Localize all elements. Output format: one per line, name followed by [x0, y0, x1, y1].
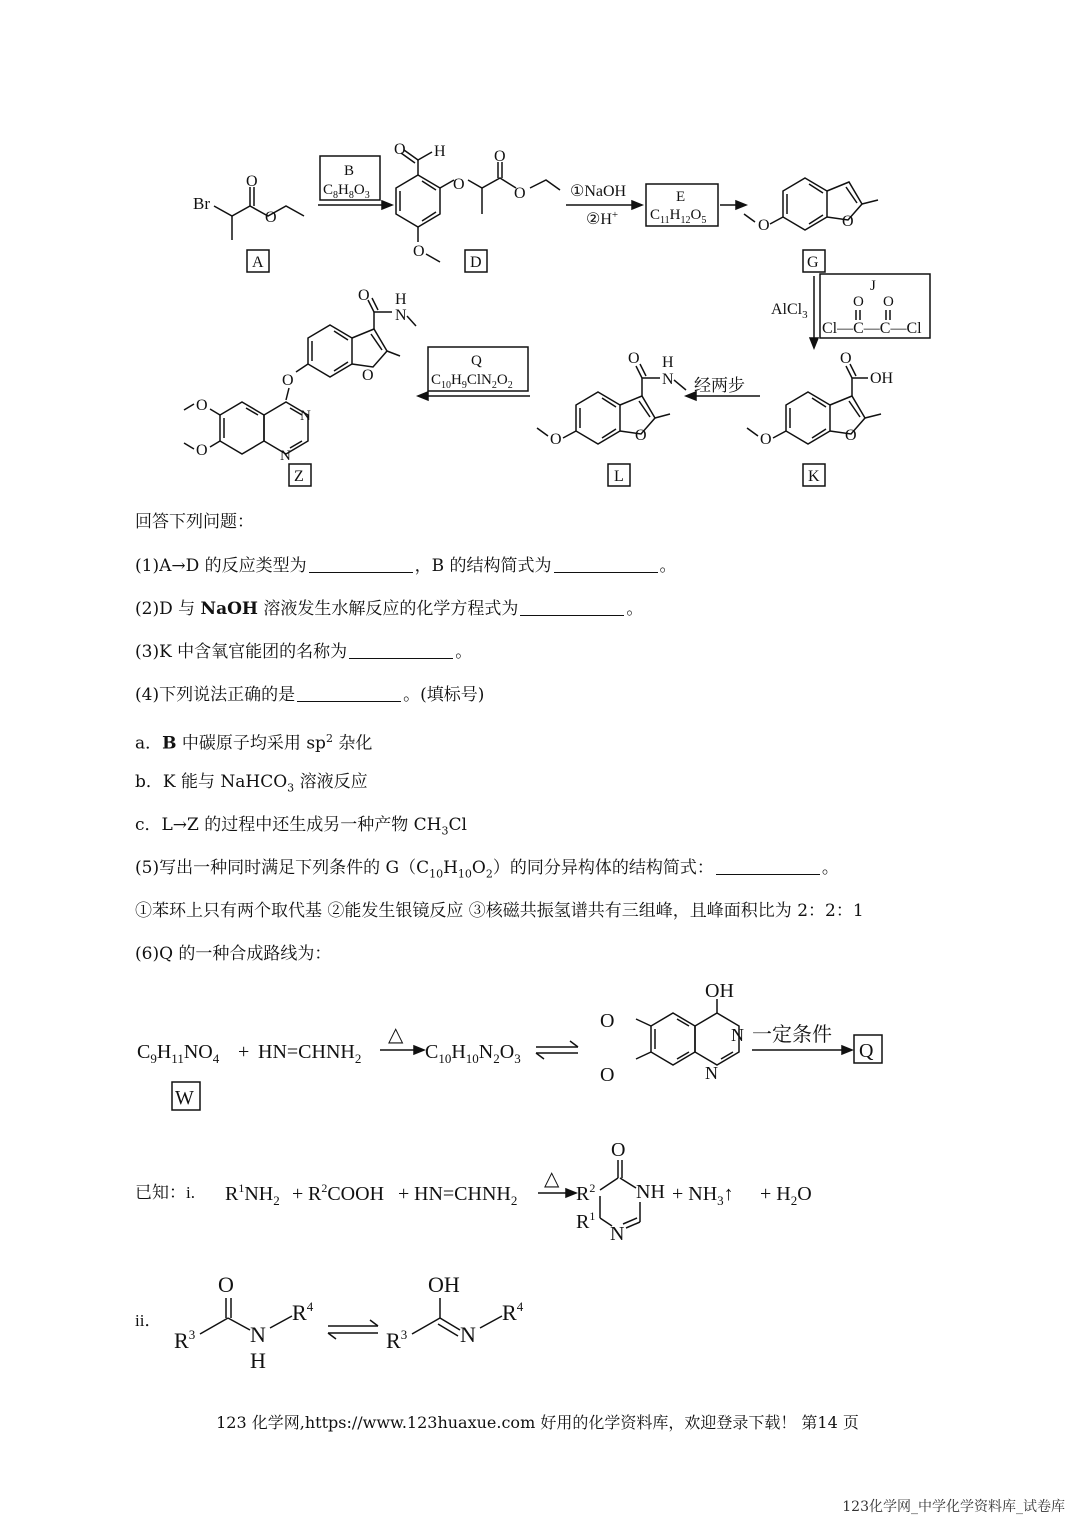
known-reactions	[0, 1130, 1075, 1380]
svg-text:C10H9ClN2O2: $C_{10}H_9ClN_2O_2$	[431, 372, 513, 391]
svg-text:OH: OH	[870, 370, 894, 387]
answer-blank[interactable]	[716, 858, 820, 875]
svg-text:R3: $R^3$	[386, 1327, 408, 1353]
svg-text:R2: $R^2$	[576, 1181, 596, 1205]
svg-text:①NaOH: ①NaOH	[570, 183, 627, 200]
svg-text:+: +	[238, 1041, 250, 1063]
label-A: A	[252, 254, 264, 271]
svg-text:一定条件: 一定条件	[752, 1024, 832, 1046]
svg-text:O: O	[600, 1010, 615, 1032]
reaction-scheme	[0, 0, 1075, 500]
svg-text:O: O	[196, 442, 208, 459]
answer-blank[interactable]	[297, 685, 401, 702]
question-6: (6)Q 的一种合成路线为：	[135, 944, 332, 964]
svg-text:O: O	[358, 287, 370, 304]
compound-G	[744, 178, 878, 272]
svg-text:AlCl3: AlCl$_3$	[771, 301, 808, 321]
svg-text:N: N	[460, 1322, 476, 1347]
svg-text:+: +	[398, 1183, 410, 1205]
svg-text:O: O	[628, 350, 640, 367]
intro-text: 回答下列问题：	[135, 512, 254, 532]
intermediate-box-E	[646, 184, 718, 226]
svg-text:O: O	[760, 431, 772, 448]
svg-text:O: O	[883, 294, 894, 310]
svg-text:C11H12O5: $C_{11}H_{12}O_5$	[650, 207, 707, 226]
reagent-box-Q	[428, 347, 528, 391]
svg-text:O: O	[218, 1272, 234, 1297]
reagent-box-B	[320, 156, 380, 201]
svg-text:O: O	[853, 294, 864, 310]
question-1: (1)A→D 的反应类型为 ，B 的结构简式为 。	[135, 556, 677, 576]
svg-text:O: O	[635, 427, 647, 444]
label-K: K	[808, 468, 820, 485]
svg-text:R4: $R^4$	[502, 1299, 524, 1325]
compound-Z	[184, 287, 416, 486]
quinazolinol	[600, 980, 744, 1086]
svg-text:O: O	[840, 350, 852, 367]
svg-text:R4: $R^4$	[292, 1299, 314, 1325]
svg-text:O: O	[453, 176, 465, 193]
svg-text:C8H8O3: $C_8H_8O_3$	[323, 182, 370, 201]
svg-text:O: O	[494, 148, 506, 165]
svg-text:O: O	[758, 217, 770, 234]
svg-text:R1NH2: $R^1NH_2$	[225, 1181, 280, 1208]
label-L: L	[614, 468, 624, 485]
svg-text:O: O	[611, 1139, 626, 1161]
label-G: G	[807, 254, 819, 271]
svg-text:Cl—C—C—Cl: Cl—C—C—Cl	[822, 320, 922, 337]
answer-blank[interactable]	[309, 556, 413, 573]
label-W: W	[175, 1087, 194, 1109]
compound-D	[394, 141, 560, 272]
question-2: (2)D 与 NaOH 溶液发生水解反应的化学方程式为 。	[135, 599, 644, 619]
svg-text:O: O	[196, 397, 208, 414]
svg-text:H: H	[662, 354, 674, 371]
svg-text:H: H	[250, 1348, 266, 1373]
svg-text:Q: Q	[471, 353, 482, 369]
option-c: c．L→Z 的过程中还生成另一种产物 $CH_3Cl$	[135, 815, 467, 838]
svg-text:O: O	[842, 213, 854, 230]
svg-text:O: O	[362, 367, 374, 384]
svg-text:O: O	[246, 173, 258, 190]
svg-text:R2COOH: $R^2COOH$	[308, 1181, 385, 1205]
svg-text:NH: NH	[636, 1181, 665, 1203]
svg-text:H: H	[434, 143, 446, 160]
svg-text:O: O	[600, 1064, 615, 1086]
svg-text:N: N	[250, 1322, 266, 1347]
question-3: (3)K 中含氧官能团的名称为 。	[135, 642, 473, 662]
watermark: 123化学网_中学化学资料库_试卷库	[842, 1499, 1065, 1515]
svg-text:O: O	[394, 141, 406, 158]
svg-text:HN=CHNH2: $HN=CHNH_2$	[258, 1041, 362, 1066]
svg-text:C9H11NO4: $C_9H_{11}NO_4$	[137, 1041, 220, 1066]
answer-blank[interactable]	[349, 642, 453, 659]
svg-text:+: +	[292, 1183, 304, 1205]
label-Z: Z	[294, 468, 304, 485]
svg-text:O: O	[514, 185, 526, 202]
svg-text:ii．: ii．	[135, 1311, 162, 1330]
svg-text:+ H2O: + $H_2O$	[760, 1183, 812, 1208]
svg-text:N: N	[300, 408, 311, 424]
svg-text:OH: OH	[428, 1272, 460, 1297]
svg-text:J: J	[870, 278, 876, 294]
svg-text:N: N	[662, 371, 674, 388]
svg-text:经两步: 经两步	[694, 376, 745, 395]
compound-K	[747, 350, 894, 486]
svg-text:N: N	[610, 1223, 625, 1245]
svg-text:OH: OH	[705, 980, 734, 1002]
a-br: Br	[193, 194, 210, 213]
svg-text:+ NH3↑: + $NH_3↑$	[672, 1183, 734, 1208]
option-a: a．B 中碳原子均采用 $sp^2$ 杂化	[135, 732, 373, 754]
svg-text:B: B	[344, 163, 355, 179]
svg-text:O: O	[550, 431, 562, 448]
svg-text:N: N	[705, 1063, 718, 1083]
compound-A	[193, 173, 304, 272]
label-Q: Q	[859, 1040, 874, 1062]
answer-blank[interactable]	[554, 556, 658, 573]
svg-text:O: O	[265, 209, 277, 226]
svg-text:R3: $R^3$	[174, 1327, 196, 1353]
svg-text:C10H10N2O3: $C_{10}H_{10}N_2O_3$	[425, 1041, 521, 1066]
reagent-box-J	[820, 274, 930, 338]
svg-text:E: E	[676, 189, 686, 205]
svg-text:△: △	[388, 1024, 404, 1046]
answer-blank[interactable]	[520, 599, 624, 616]
option-b: b．K 能与 NaHCO$_3$ 溶液反应	[135, 772, 368, 795]
question-4: (4)下列说法正确的是 。(填标号)	[135, 685, 485, 705]
svg-text:O: O	[413, 243, 425, 260]
question-5: (5)写出一种同时满足下列条件的 $G(C_{10}H_{10}O_2)$的同分异构体的结构简式： 。	[135, 858, 839, 881]
svg-text:N: N	[395, 307, 407, 324]
synthesis-route-Q	[0, 975, 1075, 1115]
svg-text:△: △	[544, 1168, 560, 1190]
svg-text:N: N	[280, 448, 291, 464]
svg-text:②H+: ②H+	[586, 209, 619, 228]
label-D: D	[470, 254, 482, 271]
svg-text:N: N	[731, 1025, 744, 1045]
compound-L	[537, 350, 686, 486]
question-5-conditions: ①苯环上只有两个取代基 ②能发生银镜反应 ③核磁共振氢谱共有三组峰，且峰面积比为 2：2：1	[135, 901, 864, 921]
svg-text:O: O	[282, 372, 294, 389]
svg-text:R1: $R^1$	[576, 1209, 596, 1233]
svg-text:已知：i.: 已知：i.	[135, 1183, 195, 1202]
page-footer: 123 化学网,https://www.123huaxue.com 好用的化学资料库，欢迎登录下载！ 第14 页	[216, 1413, 859, 1432]
svg-text:H: H	[395, 291, 407, 308]
svg-text:HN=CHNH2: $HN=CHNH_2$	[414, 1183, 518, 1208]
svg-text:O: O	[845, 427, 857, 444]
